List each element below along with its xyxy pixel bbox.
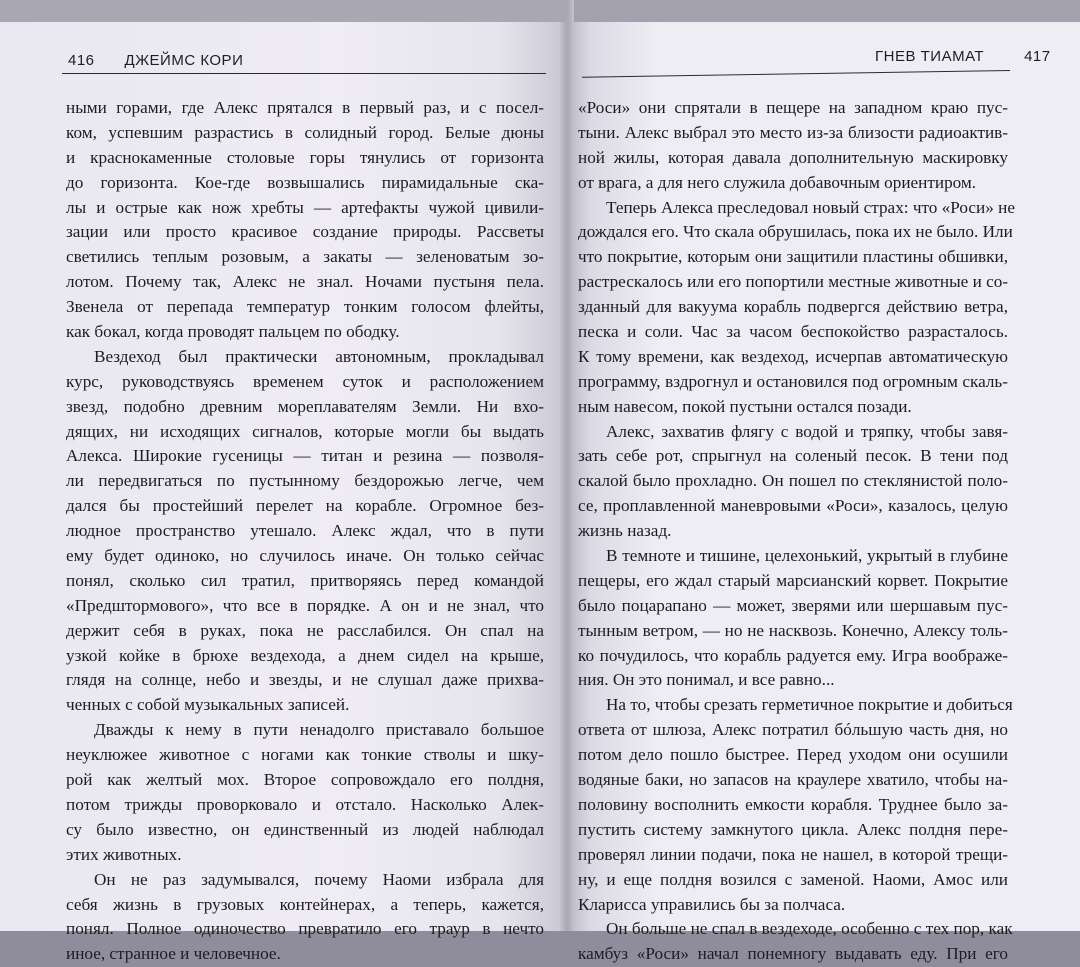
left-page-number: 416: [68, 52, 95, 69]
right-page-text-line: жизнь назад.: [578, 521, 672, 541]
right-page-text-line: тынным ветром, — но не насквозь. Конечно, Алексу толь-: [578, 620, 1008, 640]
left-page-text-line: дящих, ни исходящих сигналов, которые могли бы выдать: [66, 421, 544, 441]
right-page-text-line: что покрытие, которым они защитили пластины обшивки,: [578, 247, 1008, 267]
right-page-text-line: было поцарапано — может, зверями или шершавым пус-: [578, 595, 1008, 615]
left-page-text-line: лотом. Почему так, Алекс не знал. Ночами пустыня пела.: [66, 272, 544, 292]
right-page-text-line: водяные баки, но запасов на краулере хватило, чтобы на-: [578, 770, 1008, 790]
left-page-text-line: этих животных.: [66, 844, 182, 864]
right-page-text-line: программу, вздрогнул и остановился под огромным скаль-: [578, 371, 1008, 391]
left-page-text-line: зации или просто красивое создание природы. Рассветы: [66, 222, 544, 242]
left-page-text-line: себя жизнь в грузовых контейнерах, а теперь, кажется,: [66, 894, 544, 914]
right-page-text-line: Алекс, захватив флягу с водой и тряпку, чтобы завя-: [606, 421, 1008, 441]
right-body-text: [578, 96, 1015, 967]
right-page-text-line: се, проплавленной маневровыми «Роси», казалось, целую: [578, 496, 1008, 516]
right-page-text-line: ния. Он это понимал, и все равно...: [578, 670, 835, 690]
left-page-text-line: до горизонта. Кое-где возвышались пирамидальные ска-: [66, 172, 544, 192]
left-page-text-line: понял. Полное одиночество превратило его траур в нечто: [66, 919, 544, 939]
left-page-text-line: неуклюжее животное с ногами как тонкие стволы и шку-: [66, 745, 544, 765]
right-page-text-line: растрескалось или его попортили местные животные и со-: [578, 272, 1009, 292]
left-page-top-edge: [0, 0, 566, 22]
left-page-text-line: курс, руководствуясь временем суток и расположением: [66, 371, 544, 391]
right-page-text-line: зданный для вакуума корабль подвергся действию ветра,: [578, 297, 1008, 317]
right-page-text-line: тыни. Алекс выбрал это место из-за близости радиоактив-: [578, 122, 1008, 142]
left-page-text-line: держит себя в руках, пока не расслабился. Он спал на: [66, 620, 544, 640]
left-page-text-line: «Предштормового», что все в порядке. А он и не знал, что: [66, 595, 544, 615]
left-page-text-line: лы и острые как нож хребты — артефакты чужой цивили-: [66, 197, 544, 217]
left-page-text-line: су было известно, он единственный из людей наблюдал: [66, 819, 544, 839]
right-page-text-line: дождался его. Что скала обрушилась, пока их не было. Или: [578, 222, 1013, 242]
left-page-text-line: понял, сколько сил тратил, притворяясь перед командой: [66, 570, 544, 590]
left-page-text-line: ченных с собой музыкальных записей.: [66, 695, 350, 715]
left-page-text-line: как бокал, когда проводят пальцем по ободку.: [66, 322, 400, 342]
right-page-text-line: потом дело пошло быстрее. Перед уходом они осушили: [578, 745, 1008, 765]
left-page-text-line: светились теплым розовым, а закаты — зеленоватым зо-: [66, 247, 544, 267]
right-page-text-line: от врага, а для него служила добавочным ориентиром.: [578, 172, 977, 192]
left-page-text-line: рой как желтый мох. Второе сопровождало его полдня,: [66, 770, 544, 790]
left-page-text-line: ными горами, где Алекс прятался в первый раз, и с посел-: [66, 98, 544, 117]
right-page-text-line: пещеры, его ждал старый марсианский корвет. Покрытие: [578, 570, 1008, 590]
left-page-text-line: Он не раз задумывался, почему Наоми избрала для: [94, 869, 544, 889]
right-page-text-line: ным навесом, покой пустыни остался позади.: [578, 396, 912, 416]
left-page-text-line: глядя на солнце, небо и звезды, и не слушал даже прихва-: [66, 670, 544, 690]
left-page-text-line: людное пространство утешало. Алекс ждал, что в пути: [66, 521, 544, 541]
left-page-text-line: Вездеход был практически автономным, прокладывал: [94, 346, 544, 366]
right-page-text-line: Кларисса управились бы за полчаса.: [578, 894, 846, 914]
left-page-text-line: иное, странное и человечное.: [66, 944, 281, 964]
left-page-text-line: и краснокаменные столовые горы тянулись от горизонта: [66, 147, 544, 167]
right-page-text-line: проверял линии подачи, пока не нашел, в которой трещи-: [578, 844, 1008, 864]
right-page-text-line: ответа от шлюза, Алекс потратил бóльшую часть дня, но: [578, 720, 1008, 740]
book-spine: [560, 0, 574, 931]
right-page-text-line: На то, чтобы срезать герметичное покрытие и добиться: [606, 695, 1013, 715]
left-page-text-line: ли передвигаться по пустынному бездорожью легче, чем: [66, 471, 544, 491]
left-page-text-line: дался бы простейший перелет на корабле. Огромное без-: [66, 496, 544, 516]
right-page-text-line: камбуз «Роси» начал понемногу выдавать еду. При его: [578, 944, 1008, 964]
right-header-title: ГНЕВ ТИАМАТ: [875, 48, 985, 65]
left-page-text-line: Звенела от перепада температур тонким голосом флейты,: [66, 297, 544, 317]
right-running-header: [875, 48, 1051, 65]
right-page-text-line: «Роси» они спрятали в пещере на западном краю пус-: [578, 98, 1008, 117]
left-body-text: [66, 96, 544, 967]
left-page-text-line: Дважды к нему в пути ненадолго приставало большое: [94, 720, 544, 740]
left-page-text-line: потом трижды проворковало и отстало. Насколько Алек-: [66, 794, 544, 814]
left-page-text-line: узкой койке в брюхе вездехода, а днем сидел на крыше,: [66, 645, 544, 665]
right-page-text-line: Он больше не спал в вездеходе, особенно с тех пор, как: [606, 919, 1013, 939]
left-running-header: [68, 52, 243, 69]
left-page-text-line: Алекса. Широкие гусеницы — титан и резина — позволя-: [66, 446, 544, 466]
right-page-text-line: ной жилы, которая давала дополнительную маскировку: [578, 147, 1008, 167]
right-page-text-line: скалой было прохладно. Он пошел по стеклянистой поло-: [578, 471, 1008, 491]
left-header-author: ДЖЕЙМС КОРИ: [124, 52, 244, 69]
left-page-text-line: звезд, подобно древним мореплавателям Земли. Ни вхо-: [66, 396, 544, 416]
right-page-number: 417: [1024, 48, 1051, 65]
right-page-text-line: зать себе рот, спрыгнул на соленый песок. В тени под: [578, 446, 1008, 466]
left-header-rule: [62, 73, 546, 74]
right-page-text-line: песка и соли. Час за часом беспокойство разрасталось.: [578, 322, 1008, 342]
right-page-text-line: В темноте и тишине, целехонький, укрытый в глубине: [606, 546, 1008, 566]
right-page-top-edge: [574, 0, 1080, 22]
left-page-text-line: ему будет одиноко, но случилось иначе. Он только сейчас: [66, 546, 544, 566]
right-page-text-line: Теперь Алекса преследовал новый страх: что «Роси» не: [606, 197, 1015, 217]
left-page-text-line: ком, успевшим разрастись в солидный город. Белые дюны: [66, 122, 544, 142]
right-page-text-line: К тому времени, как вездеход, исчерпав автоматическую: [578, 346, 1008, 366]
right-page-text-line: пустить систему замкнутого цикла. Алекс полдня пере-: [578, 819, 1008, 839]
right-page-text-line: половину восполнить емкости корабля. Труднее было за-: [578, 794, 1008, 814]
right-page-text-line: ну, и еще полдня возился с заменой. Наоми, Амос или: [578, 869, 1008, 889]
right-page-text-line: ко почудилось, что корабль радуется ему. Игра воображе-: [578, 645, 1008, 665]
